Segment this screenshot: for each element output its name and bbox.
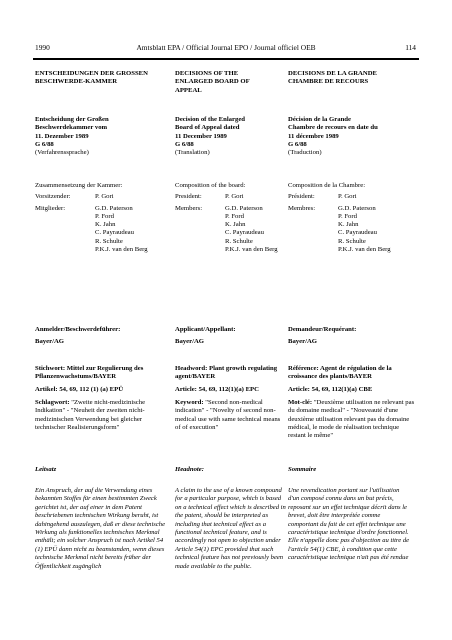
composition-en-members-label: Members: bbox=[175, 204, 203, 212]
decision-de-line4: G 6/88 bbox=[35, 140, 54, 148]
member-name: R. Schulte bbox=[225, 237, 253, 245]
decision-de bbox=[35, 116, 165, 157]
decision-en-line5: (Translation) bbox=[175, 149, 210, 157]
composition-de-chair-label: Vorsitzender: bbox=[35, 193, 71, 201]
composition-fr-chair: P. Gori bbox=[338, 193, 357, 201]
composition-de-chair: P. Gori bbox=[95, 193, 114, 201]
member-name: P.K.J. van den Berg bbox=[225, 246, 278, 254]
composition-de-members bbox=[95, 205, 148, 255]
headword-en: Headword: Plant growth regulating agent/BAYER bbox=[175, 365, 278, 381]
member-name: K. Jahn bbox=[338, 221, 359, 229]
articles-de: Artikel: 54, 69, 112 (1) (a) EPÜ bbox=[35, 386, 124, 393]
applicant-en-value: Bayer/AG bbox=[175, 338, 204, 346]
composition-fr-members-row bbox=[288, 205, 416, 255]
decision-fr bbox=[288, 116, 416, 157]
heading-de: ENTSCHEIDUNGEN DER GROSSEN BESCHWERDE-KAMMER bbox=[35, 70, 148, 86]
applicant-de-label: Anmelder/Beschwerdeführer: bbox=[35, 326, 121, 333]
composition-en-heading: Composition of the board: bbox=[175, 182, 246, 189]
decision-en-line3: 11 December 1989 bbox=[175, 132, 227, 140]
decision-de-line5: (Verfahrenssprache) bbox=[35, 149, 89, 157]
header-year: 1990 bbox=[35, 43, 50, 52]
keyword-de bbox=[35, 399, 165, 432]
summary-de-heading: Leitsatz bbox=[35, 466, 57, 473]
decision-en-line4: G 6/88 bbox=[175, 140, 194, 148]
summary-fr-heading: Sommaire bbox=[288, 466, 317, 473]
member-name: C. Payraudeau bbox=[338, 229, 377, 237]
composition-en-chair-row bbox=[175, 193, 287, 201]
composition-de-members-row bbox=[35, 205, 165, 255]
decision-en-line2: Board of Appeal dated bbox=[175, 124, 240, 132]
decision-de-line1: Entscheidung der Großen bbox=[35, 116, 109, 123]
composition-fr-heading: Composition de la Chambre: bbox=[288, 182, 366, 189]
member-name: P.K.J. van den Berg bbox=[338, 246, 391, 254]
composition-fr bbox=[288, 182, 416, 254]
decision-en bbox=[175, 116, 287, 157]
composition-fr-chair-label: Président: bbox=[288, 193, 315, 201]
member-name: G.D. Paterson bbox=[338, 204, 376, 212]
decision-fr-line2: Chambre de recours en date du bbox=[288, 124, 378, 132]
header-rule bbox=[33, 58, 419, 60]
composition-fr-members-label: Membres: bbox=[288, 204, 316, 212]
articles-en: Article: 54, 69, 112(1)(a) EPC bbox=[175, 386, 259, 393]
summary-de-text: Ein Anspruch, der auf die Verwendung eines bekannten Stoffes für einen bestimmten Zweck gerichtet ist, der auf einer in dem Patent beschriebenen technischen Wirkung beruht, ist dahingehend auszulegen, daß er diese technische Wirkung als funktionelles technisches Merkmal enthält; ein solcher Anspruch ist nach Artikel 54 (1) EPÜ dann nicht zu beanstanden, wenn dieses technische Merkmal nicht bereits früher der Öffentlichkeit zugänglich bbox=[35, 487, 166, 570]
composition-en-members bbox=[225, 205, 278, 255]
composition-en-chair-label: President: bbox=[175, 193, 202, 201]
member-name: P. Ford bbox=[225, 212, 244, 220]
composition-en bbox=[175, 182, 287, 254]
headword-fr: Référence: Agent de régulation de la croissance des plants/BAYER bbox=[288, 365, 392, 381]
keyword-en-text: "Second non-medical indication" - "Novelty of second non-medical use with same technical means of of execution" bbox=[175, 399, 281, 431]
member-name: P.K.J. van den Berg bbox=[95, 246, 148, 254]
member-name: C. Payraudeau bbox=[225, 229, 264, 237]
decision-de-line3: 11. Dezember 1989 bbox=[35, 132, 89, 140]
composition-en-chair: P. Gori bbox=[225, 193, 244, 201]
applicant-de bbox=[35, 326, 165, 347]
composition-fr-members bbox=[338, 205, 391, 255]
keyword-en-label: Keyword: bbox=[175, 399, 204, 406]
applicant-de-value: Bayer/AG bbox=[35, 338, 64, 346]
composition-de bbox=[35, 182, 165, 254]
composition-de-chair-row bbox=[35, 193, 165, 201]
member-name: G.D. Paterson bbox=[225, 204, 263, 212]
member-name: K. Jahn bbox=[225, 221, 246, 229]
decision-en-line1: Decision of the Enlarged bbox=[175, 116, 246, 123]
applicant-fr-value: Bayer/AG bbox=[288, 338, 317, 346]
keyword-fr-text: "Deuxième utilisation ne relevant pas du domaine medical" - "Nouveauté d'une deuxième utilisation relevant pas du domaine médical, le mode de réalisation technique restant le même" bbox=[288, 399, 415, 440]
composition-fr-chair-row bbox=[288, 193, 416, 201]
decision-fr-line4: G 6/88 bbox=[288, 140, 307, 148]
composition-en-members-row bbox=[175, 205, 287, 255]
decision-fr-line3: 11 décembre 1989 bbox=[288, 132, 339, 140]
decision-de-line2: Beschwerdekammer vom bbox=[35, 124, 108, 132]
composition-de-members-label: Mitglieder: bbox=[35, 204, 66, 212]
keyword-de-text: "Zweite nicht-medizinische Indikation" - "Neuheit der zweiten nicht-medizinischen Verwendung bei gleicher technischer Realisierungsform" bbox=[35, 399, 146, 431]
keyword-fr bbox=[288, 399, 416, 440]
keyword-de-label: Schlagwort: bbox=[35, 399, 70, 406]
applicant-fr-label: Demandeur/Requérant: bbox=[288, 326, 357, 333]
member-name: C. Payraudeau bbox=[95, 229, 134, 237]
header-title: Amtsblatt EPA / Official Journal EPO / Journal officiel OEB bbox=[136, 43, 316, 52]
keyword-fr-label: Mot-clé: bbox=[288, 399, 313, 406]
keyword-en bbox=[175, 399, 287, 432]
headword-de: Stichwort: Mittel zur Regulierung des Pflanzenwachstums/BAYER bbox=[35, 365, 144, 381]
member-name: R. Schulte bbox=[338, 237, 366, 245]
member-name: K. Jahn bbox=[95, 221, 116, 229]
articles-fr: Article: 54, 69, 112(1)(a) CBE bbox=[288, 386, 373, 393]
member-name: G.D. Paterson bbox=[95, 204, 133, 212]
decision-fr-line5: (Traduction) bbox=[288, 149, 322, 157]
summary-fr-text: Une revendication portant sur l'utilisation d'un composé connu dans un but précis, reposant sur un effet technique décrit dans le brevet, doit être interprétée comme comportant du fait de cet effet technique une caractéristique technique d'ordre fonctionnel. Elle n'appelle donc pas d'objection au titre de l'article 54(1) CBE, à condition que cette caractéristique technique n'ait pas été rendue bbox=[288, 487, 410, 562]
composition-de-heading: Zusammensetzung der Kammer: bbox=[35, 182, 123, 189]
member-name: P. Ford bbox=[338, 212, 357, 220]
member-name: P. Ford bbox=[95, 212, 114, 220]
member-name: R. Schulte bbox=[95, 237, 123, 245]
heading-en: DECISIONS OF THE ENLARGED BOARD OF APPEAL bbox=[175, 70, 250, 94]
summary-en-text: A claim to the use of a known compound for a particular purpose, which is based on a technical effect which is described in the patent, should be interpreted as including that technical effect as a functional technical feature, and is accordingly not open to objection under Article 54(1) EPC provided that such technical feature has not previously been made available to the public. bbox=[175, 487, 286, 570]
decision-fr-line1: Décision de la Grande bbox=[288, 116, 351, 123]
heading-fr: DECISIONS DE LA GRANDE CHAMBRE DE RECOURS bbox=[288, 70, 378, 86]
summary-en-heading: Headnote: bbox=[175, 466, 204, 473]
applicant-en-label: Applicant/Appellant: bbox=[175, 326, 236, 333]
header-page-number: 114 bbox=[405, 43, 416, 52]
applicant-en bbox=[175, 326, 287, 347]
applicant-fr bbox=[288, 326, 416, 347]
